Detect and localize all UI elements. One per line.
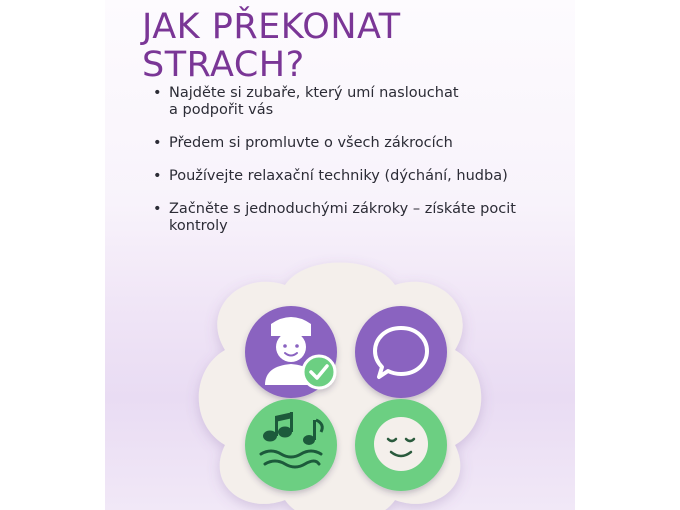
list-item	[153, 135, 563, 152]
list-item	[153, 201, 563, 235]
list-item-text-cont: a podpořit vás	[169, 102, 274, 118]
list-item	[153, 168, 563, 185]
list-item-text: Najděte si zubaře, který umí naslouchat	[169, 85, 459, 101]
page-title	[142, 8, 562, 84]
bullet-dot: •	[153, 168, 162, 184]
tips-list	[153, 85, 563, 251]
title-line-2: STRACH?	[142, 45, 305, 85]
bullet-dot: •	[153, 85, 162, 101]
list-item-text: Používejte relaxační techniky (dýchání, hudba)	[169, 168, 508, 184]
illustration	[105, 240, 575, 510]
list-item-text-cont: kontroly	[169, 218, 228, 234]
dentist-approved-icon	[245, 306, 337, 398]
cloud-backdrop	[199, 263, 482, 510]
title-line-1: JAK PŘEKONAT	[142, 7, 401, 47]
music-relax-icon	[245, 399, 337, 491]
bullet-dot: •	[153, 201, 162, 217]
list-item-text: Předem si promluvte o všech zákrocích	[169, 135, 453, 151]
slide-panel	[105, 0, 575, 510]
calm-face-icon	[355, 399, 447, 491]
list-item	[153, 85, 563, 119]
list-item-text: Začněte s jednoduchými zákroky – získáte pocit	[169, 201, 516, 217]
bullet-dot: •	[153, 135, 162, 151]
speech-bubble-icon	[355, 306, 447, 398]
